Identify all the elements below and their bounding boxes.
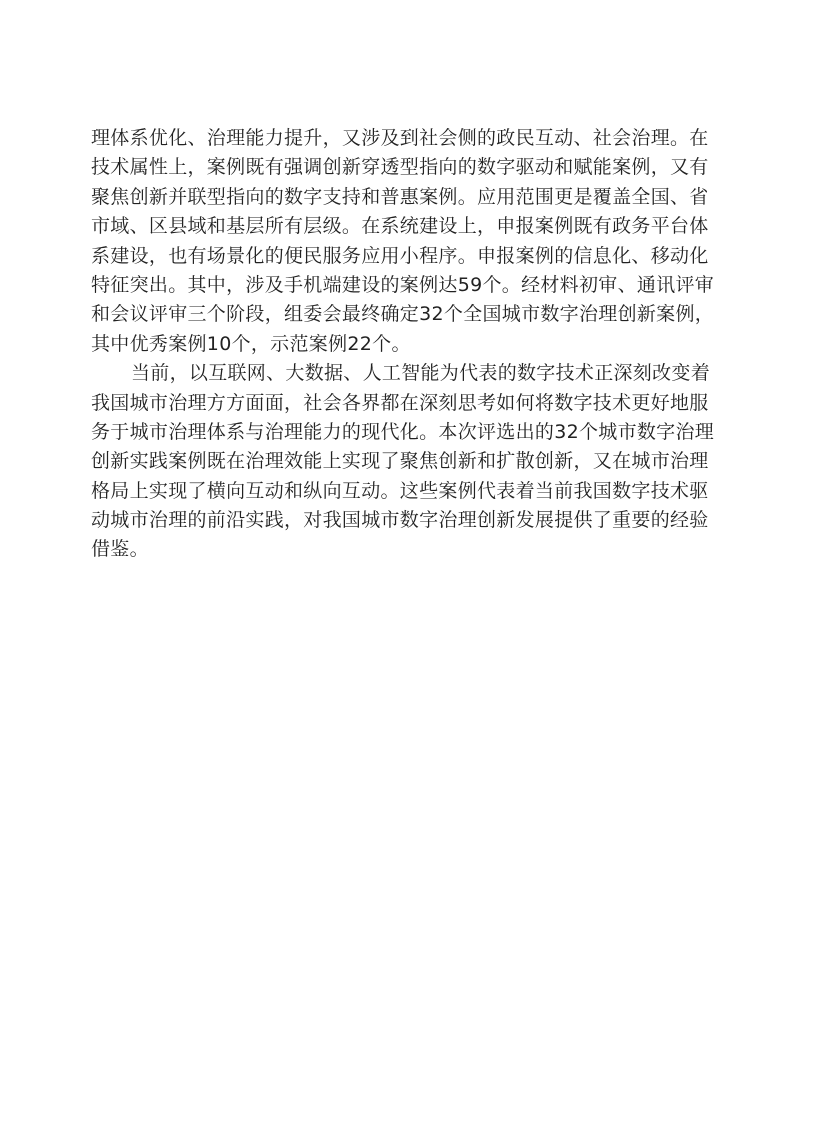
text-line: 借鉴。 <box>91 538 149 561</box>
paragraph-start-line: 当前，以互联网、大数据、人工智能为代表的数字技术正深刻改变着 <box>131 362 711 385</box>
text-line: 格局上实现了横向互动和纵向互动。这些案例代表着当前我国数字技术驱 <box>91 479 709 502</box>
text-line: 特征突出。其中，涉及手机端建设的案例达59个。经材料初审、通讯评审 <box>91 273 715 296</box>
text-line: 其中优秀案例10个，示范案例22个。 <box>91 332 411 355</box>
text-line: 理体系优化、治理能力提升，又涉及到社会侧的政民互动、社会治理。在 <box>91 127 709 149</box>
text-line: 技术属性上，案例既有强调创新穿透型指向的数字驱动和赋能案例，又有 <box>91 156 709 179</box>
text-line: 务于城市治理体系与治理能力的现代化。本次评选出的32个城市数字治理 <box>91 420 715 443</box>
text-line: 动城市治理的前沿实践，对我国城市数字治理创新发展提供了重要的经验 <box>91 509 709 532</box>
text-line: 我国城市治理方方面面，社会各界都在深刻思考如何将数字技术更好地服 <box>91 391 709 414</box>
text-line: 系建设，也有场景化的便民服务应用小程序。申报案例的信息化、移动化 <box>91 244 709 267</box>
text-line: 和会议评审三个阶段，组委会最终确定32个全国城市数字治理创新案例， <box>91 303 715 326</box>
body-text <box>91 124 751 565</box>
text-line: 市域、区县域和基层所有层级。在系统建设上，申报案例既有政务平台体 <box>91 215 709 238</box>
text-line: 创新实践案例既在治理效能上实现了聚焦创新和扩散创新，又在城市治理 <box>91 450 709 473</box>
text-line: 聚焦创新并联型指向的数字支持和普惠案例。应用范围更是覆盖全国、省 <box>91 185 709 208</box>
